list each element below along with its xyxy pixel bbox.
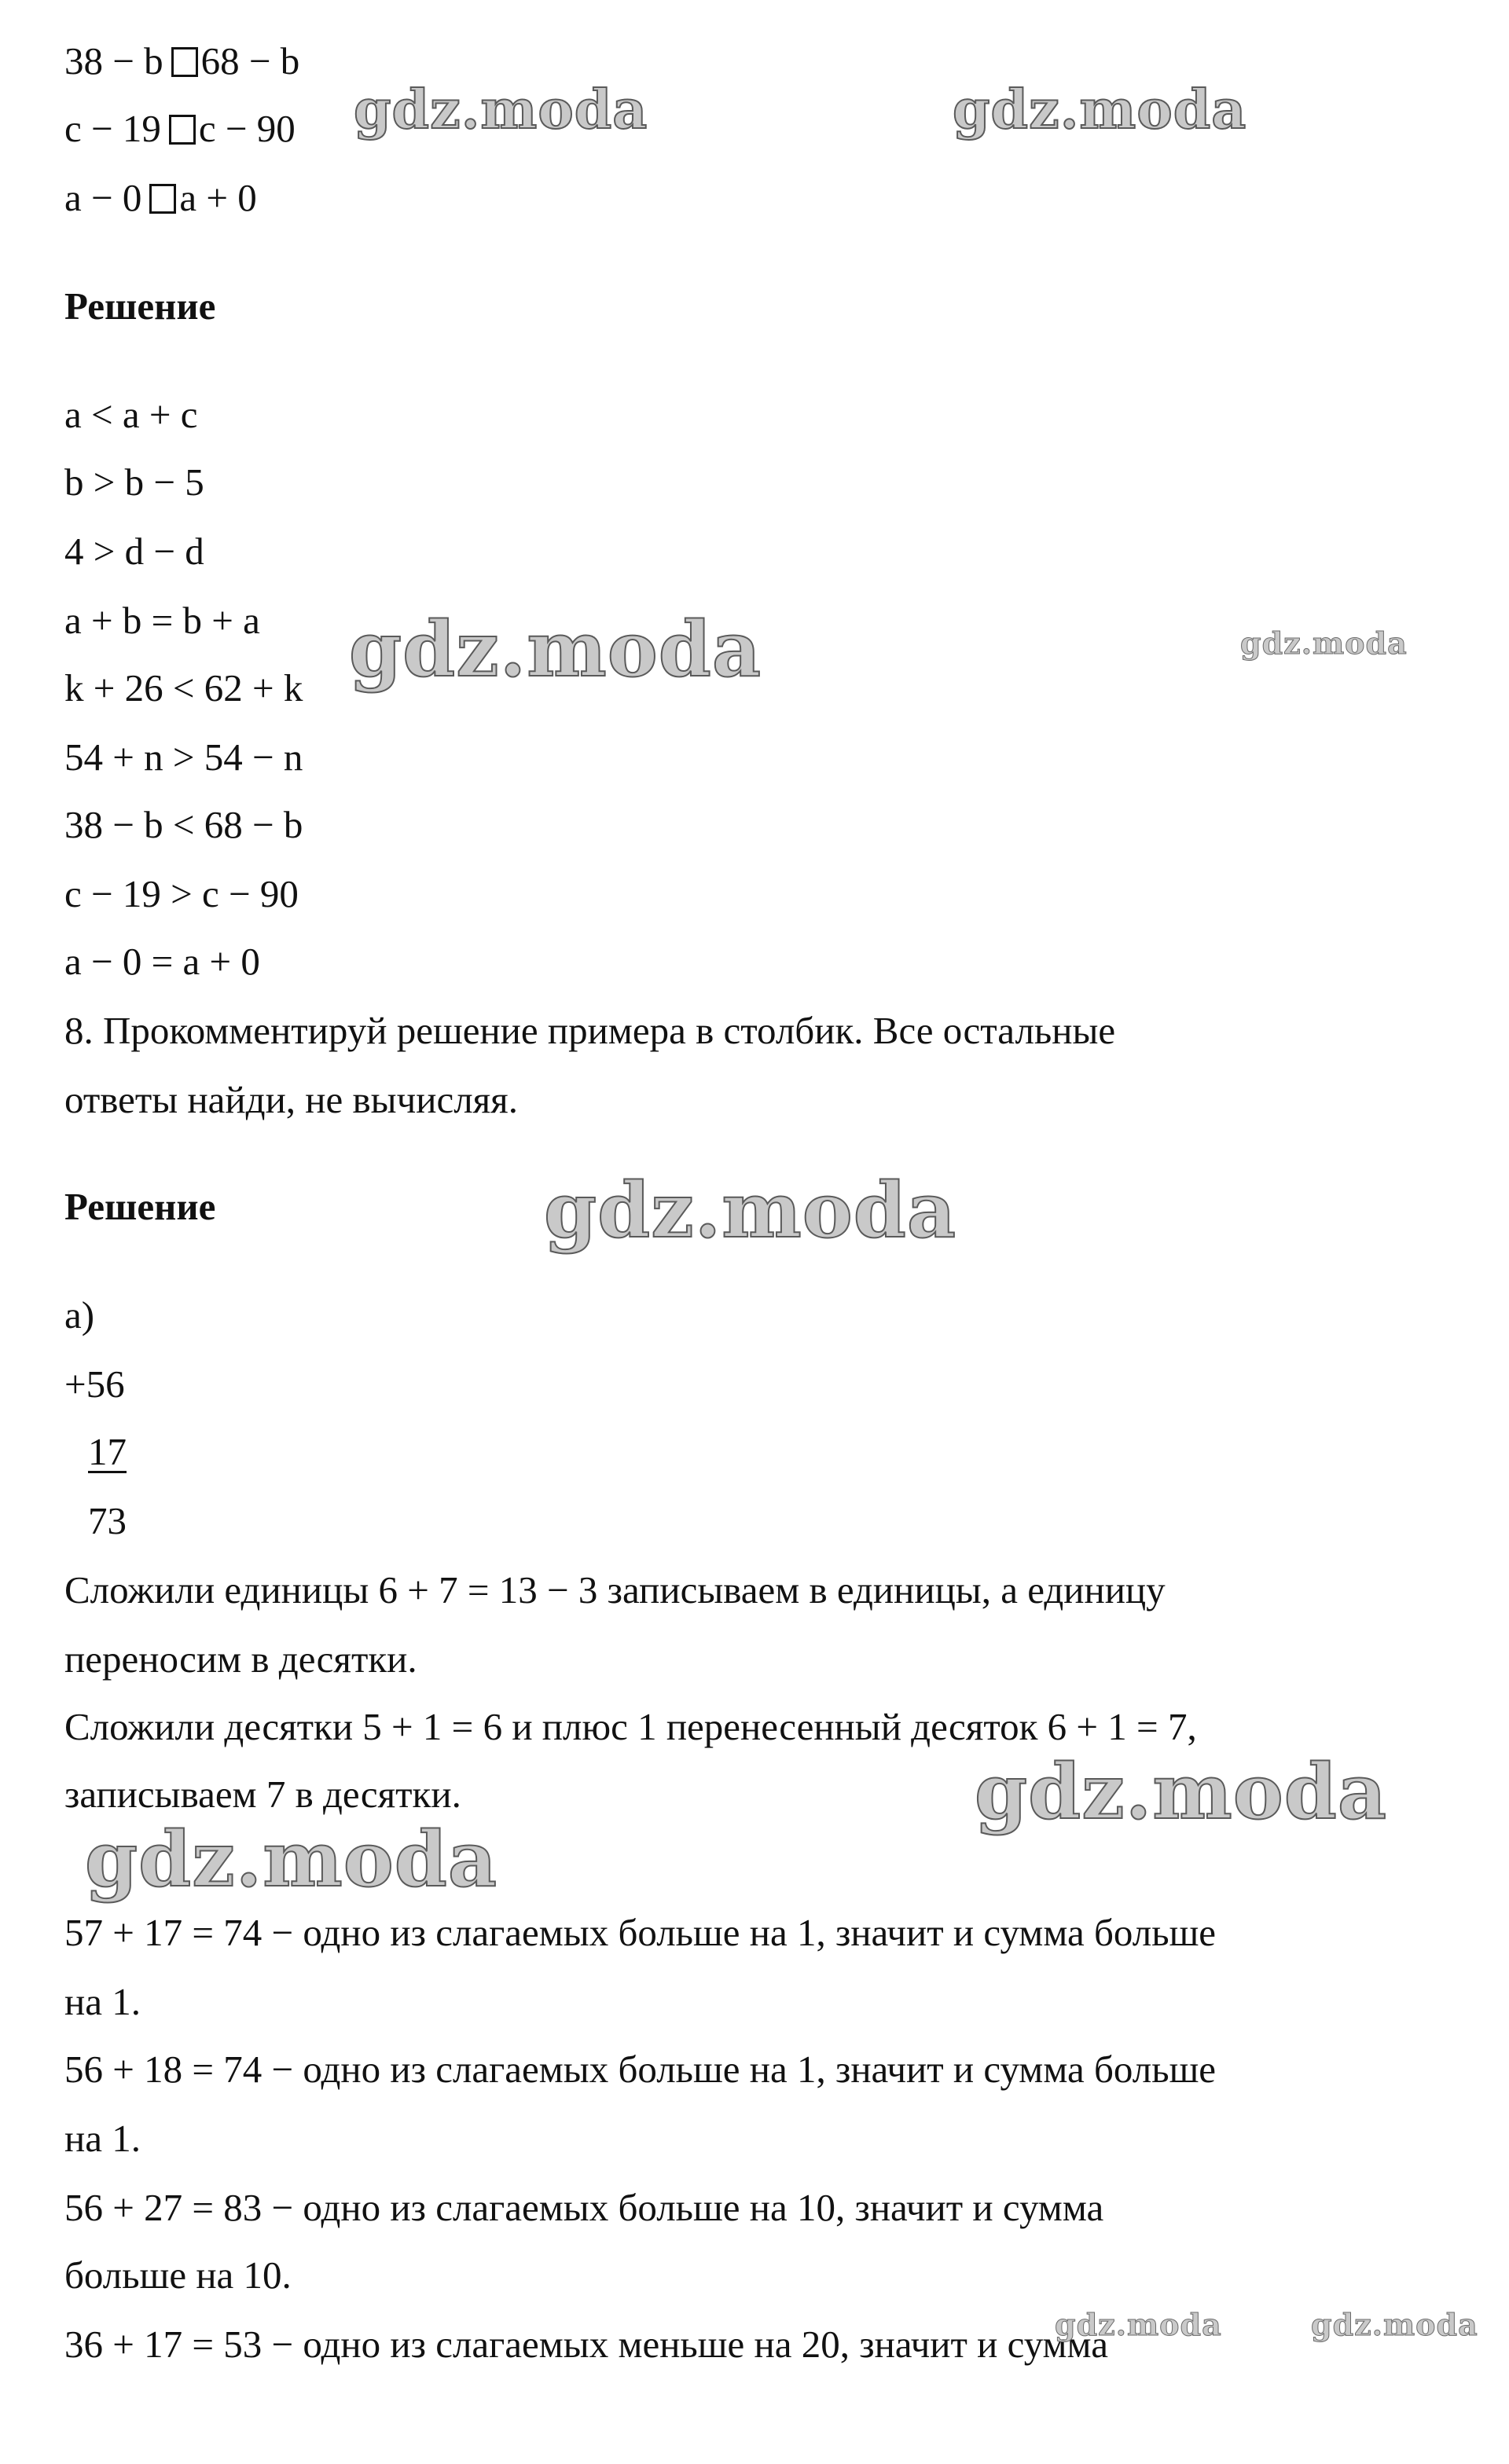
expr-left: c − 19 bbox=[64, 107, 161, 150]
explanation-line: 57 + 17 = 74 − одно из слагаемых больше на 1, значит и сумма больше bbox=[64, 1911, 1217, 1954]
watermark: gdz.moda bbox=[1311, 2307, 1478, 2342]
expr-left: a − 0 bbox=[64, 176, 142, 219]
comparison-box bbox=[169, 115, 196, 145]
column-second-value: 17 bbox=[88, 1430, 127, 1473]
solution-line: a + b = b + a bbox=[64, 599, 260, 642]
watermark: gdz.moda bbox=[349, 605, 762, 694]
watermark: gdz.moda bbox=[354, 79, 648, 141]
solution-line: 4 > d − d bbox=[64, 530, 204, 573]
solution-line: a − 0 = a + 0 bbox=[64, 940, 260, 983]
task-text: ответы найди, не вычисляя. bbox=[64, 1078, 518, 1121]
solution-line: c − 19 > c − 90 bbox=[64, 872, 299, 915]
comparison-line bbox=[64, 39, 299, 83]
solution-heading: Решение bbox=[64, 284, 216, 328]
column-first-addend: +56 bbox=[64, 1362, 125, 1406]
comparison-box bbox=[149, 184, 176, 214]
explanation-line: Сложили единицы 6 + 7 = 13 − 3 записываем в единицы, а единицу bbox=[64, 1568, 1166, 1612]
watermark: gdz.moda bbox=[1240, 625, 1408, 661]
solution-line: k + 26 < 62 + k bbox=[64, 666, 303, 710]
task-text: 8. Прокомментируй решение примера в столбик. Все остальные bbox=[64, 1009, 1116, 1052]
explanation-line: 56 + 18 = 74 − одно из слагаемых больше на 1, значит и сумма больше bbox=[64, 2048, 1217, 2091]
column-second-addend bbox=[88, 1430, 127, 1474]
expr-right: 68 − b bbox=[200, 39, 300, 82]
expr-right: a + 0 bbox=[179, 176, 257, 219]
solution-line: b > b − 5 bbox=[64, 460, 204, 504]
explanation-line: 56 + 27 = 83 − одно из слагаемых больше на 10, значит и сумма bbox=[64, 2186, 1104, 2229]
watermark: gdz.moda bbox=[975, 1747, 1388, 1836]
watermark: gdz.moda bbox=[1055, 2307, 1222, 2342]
watermark: gdz.moda bbox=[85, 1815, 498, 1904]
explanation-line: 36 + 17 = 53 − одно из слагаемых меньше на 20, значит и сумма bbox=[64, 2323, 1108, 2366]
comparison-line bbox=[64, 107, 296, 151]
comparison-box bbox=[171, 47, 198, 77]
explanation-line: переносим в десятки. bbox=[64, 1637, 417, 1681]
part-label: а) bbox=[64, 1293, 95, 1336]
watermark: gdz.moda bbox=[544, 1166, 957, 1255]
column-result: 73 bbox=[88, 1499, 127, 1542]
expr-right: c − 90 bbox=[198, 107, 296, 150]
explanation-line: Сложили десятки 5 + 1 = 6 и плюс 1 перенесенный десяток 6 + 1 = 7, bbox=[64, 1705, 1197, 1748]
watermark: gdz.moda bbox=[953, 79, 1247, 141]
explanation-line: больше на 10. bbox=[64, 2253, 292, 2297]
comparison-line bbox=[64, 176, 257, 220]
explanation-line: на 1. bbox=[64, 2117, 141, 2160]
solution-line: a < a + c bbox=[64, 393, 198, 436]
solution-line: 54 + n > 54 − n bbox=[64, 735, 303, 779]
explanation-line: на 1. bbox=[64, 1980, 141, 2023]
solution-line: 38 − b < 68 − b bbox=[64, 803, 303, 846]
explanation-line: записываем 7 в десятки. bbox=[64, 1773, 461, 1816]
expr-left: 38 − b bbox=[64, 39, 163, 82]
solution-heading: Решение bbox=[64, 1185, 216, 1228]
